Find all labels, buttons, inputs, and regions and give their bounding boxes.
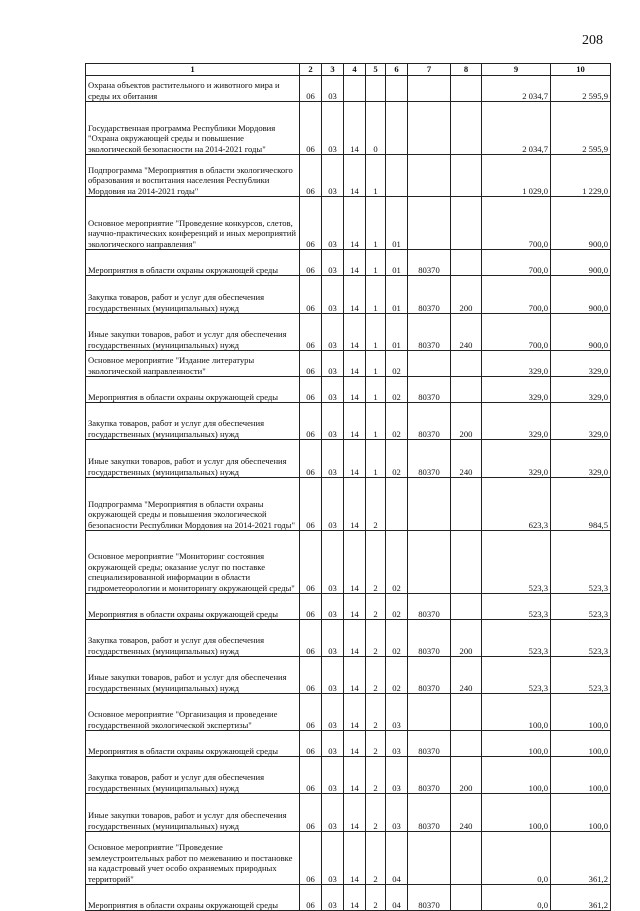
direction-code-cell: 80370	[408, 403, 451, 440]
subprogram-code-cell: 2	[366, 657, 386, 694]
row-name-cell: Закупка товаров, работ и услуг для обеспечения государственных (муниципальных) нужд	[86, 757, 300, 794]
subprogram-code-cell	[366, 76, 386, 102]
amount-2020-cell: 700,0	[482, 314, 551, 351]
subprogram-code-cell: 2	[366, 757, 386, 794]
section-code-cell: 06	[300, 197, 322, 250]
subsection-code-cell: 03	[322, 478, 344, 531]
expense-type-cell	[451, 731, 482, 757]
amount-2020-cell: 523,3	[482, 620, 551, 657]
expense-type-cell: 240	[451, 314, 482, 351]
column-header: 9	[482, 64, 551, 76]
direction-code-cell: 80370	[408, 731, 451, 757]
column-header: 6	[386, 64, 408, 76]
table-row	[86, 757, 611, 794]
amount-2021-cell: 100,0	[551, 757, 611, 794]
direction-code-cell: 80370	[408, 885, 451, 911]
section-code-cell: 06	[300, 757, 322, 794]
expense-type-cell: 200	[451, 403, 482, 440]
row-name-cell: Мероприятия в области охраны окружающей среды	[86, 731, 300, 757]
table-row	[86, 694, 611, 731]
direction-code-cell	[408, 531, 451, 594]
activity-code-cell: 02	[386, 531, 408, 594]
subsection-code-cell: 03	[322, 155, 344, 197]
amount-2021-cell: 1 229,0	[551, 155, 611, 197]
program-code-cell: 14	[344, 757, 366, 794]
subsection-code-cell: 03	[322, 351, 344, 377]
amount-2021-cell: 329,0	[551, 403, 611, 440]
row-name-cell: Подпрограмма "Мероприятия в области охраны окружающей среды и повышения экологической безопасности Республики Мордовия на 2014-2021 годы"	[86, 478, 300, 531]
activity-code-cell: 01	[386, 314, 408, 351]
amount-2021-cell: 900,0	[551, 276, 611, 314]
amount-2020-cell: 523,3	[482, 531, 551, 594]
amount-2021-cell: 2 595,9	[551, 76, 611, 102]
column-header: 7	[408, 64, 451, 76]
activity-code-cell	[386, 155, 408, 197]
expense-type-cell	[451, 594, 482, 620]
subprogram-code-cell: 2	[366, 731, 386, 757]
direction-code-cell: 80370	[408, 757, 451, 794]
direction-code-cell	[408, 351, 451, 377]
subprogram-code-cell: 2	[366, 594, 386, 620]
amount-2020-cell: 700,0	[482, 197, 551, 250]
program-code-cell: 14	[344, 440, 366, 478]
expense-type-cell	[451, 694, 482, 731]
budget-table	[85, 63, 611, 911]
direction-code-cell: 80370	[408, 250, 451, 276]
subsection-code-cell: 03	[322, 794, 344, 832]
column-header: 5	[366, 64, 386, 76]
program-code-cell: 14	[344, 197, 366, 250]
section-code-cell: 06	[300, 620, 322, 657]
section-code-cell: 06	[300, 885, 322, 911]
table-row	[86, 657, 611, 694]
section-code-cell: 06	[300, 440, 322, 478]
section-code-cell: 06	[300, 276, 322, 314]
activity-code-cell	[386, 102, 408, 155]
subsection-code-cell: 03	[322, 377, 344, 403]
activity-code-cell: 02	[386, 377, 408, 403]
direction-code-cell: 80370	[408, 594, 451, 620]
subprogram-code-cell: 2	[366, 478, 386, 531]
program-code-cell: 14	[344, 832, 366, 885]
program-code-cell: 14	[344, 102, 366, 155]
amount-2021-cell: 329,0	[551, 351, 611, 377]
table-row	[86, 531, 611, 594]
subsection-code-cell: 03	[322, 594, 344, 620]
subsection-code-cell: 03	[322, 657, 344, 694]
table-row	[86, 403, 611, 440]
row-name-cell: Закупка товаров, работ и услуг для обеспечения государственных (муниципальных) нужд	[86, 403, 300, 440]
subprogram-code-cell: 1	[366, 377, 386, 403]
table-row	[86, 76, 611, 102]
amount-2021-cell: 900,0	[551, 250, 611, 276]
table-row	[86, 276, 611, 314]
section-code-cell: 06	[300, 657, 322, 694]
amount-2021-cell: 100,0	[551, 694, 611, 731]
amount-2020-cell: 2 034,7	[482, 102, 551, 155]
expense-type-cell: 240	[451, 440, 482, 478]
activity-code-cell: 03	[386, 731, 408, 757]
program-code-cell: 14	[344, 620, 366, 657]
table-row	[86, 731, 611, 757]
subprogram-code-cell: 1	[366, 314, 386, 351]
direction-code-cell: 80370	[408, 314, 451, 351]
program-code-cell: 14	[344, 531, 366, 594]
activity-code-cell	[386, 76, 408, 102]
table-row	[86, 440, 611, 478]
subsection-code-cell: 03	[322, 731, 344, 757]
program-code-cell: 14	[344, 478, 366, 531]
subprogram-code-cell: 2	[366, 620, 386, 657]
direction-code-cell: 80370	[408, 794, 451, 832]
subsection-code-cell: 03	[322, 440, 344, 478]
expense-type-cell	[451, 832, 482, 885]
program-code-cell: 14	[344, 885, 366, 911]
table-row	[86, 102, 611, 155]
amount-2020-cell: 329,0	[482, 403, 551, 440]
amount-2020-cell: 0,0	[482, 885, 551, 911]
direction-code-cell	[408, 197, 451, 250]
subprogram-code-cell: 1	[366, 197, 386, 250]
activity-code-cell: 02	[386, 403, 408, 440]
direction-code-cell	[408, 102, 451, 155]
subprogram-code-cell: 1	[366, 155, 386, 197]
subsection-code-cell: 03	[322, 197, 344, 250]
activity-code-cell: 02	[386, 594, 408, 620]
section-code-cell: 06	[300, 351, 322, 377]
activity-code-cell: 04	[386, 885, 408, 911]
subsection-code-cell: 03	[322, 531, 344, 594]
activity-code-cell: 01	[386, 250, 408, 276]
amount-2021-cell: 329,0	[551, 377, 611, 403]
row-name-cell: Мероприятия в области охраны окружающей среды	[86, 885, 300, 911]
section-code-cell: 06	[300, 478, 322, 531]
amount-2021-cell: 523,3	[551, 594, 611, 620]
section-code-cell: 06	[300, 531, 322, 594]
subprogram-code-cell: 2	[366, 531, 386, 594]
table-row	[86, 885, 611, 911]
expense-type-cell: 240	[451, 657, 482, 694]
direction-code-cell: 80370	[408, 377, 451, 403]
row-name-cell: Основное мероприятие "Организация и проведение государственной экологической экспертизы"	[86, 694, 300, 731]
subsection-code-cell: 03	[322, 885, 344, 911]
section-code-cell: 06	[300, 76, 322, 102]
amount-2020-cell: 100,0	[482, 757, 551, 794]
subprogram-code-cell: 1	[366, 440, 386, 478]
row-name-cell: Иные закупки товаров, работ и услуг для обеспечения государственных (муниципальных) нужд	[86, 440, 300, 478]
table-row	[86, 594, 611, 620]
program-code-cell: 14	[344, 794, 366, 832]
section-code-cell: 06	[300, 155, 322, 197]
activity-code-cell: 02	[386, 351, 408, 377]
amount-2020-cell: 100,0	[482, 794, 551, 832]
section-code-cell: 06	[300, 377, 322, 403]
row-name-cell: Иные закупки товаров, работ и услуг для обеспечения государственных (муниципальных) нужд	[86, 794, 300, 832]
expense-type-cell	[451, 197, 482, 250]
subsection-code-cell: 03	[322, 620, 344, 657]
column-header: 3	[322, 64, 344, 76]
direction-code-cell	[408, 478, 451, 531]
activity-code-cell: 02	[386, 440, 408, 478]
subsection-code-cell: 03	[322, 403, 344, 440]
direction-code-cell: 80370	[408, 276, 451, 314]
column-header: 10	[551, 64, 611, 76]
direction-code-cell: 80370	[408, 657, 451, 694]
expense-type-cell	[451, 76, 482, 102]
activity-code-cell: 02	[386, 657, 408, 694]
column-header: 1	[86, 64, 300, 76]
table-row	[86, 314, 611, 351]
row-name-cell: Мероприятия в области охраны окружающей среды	[86, 250, 300, 276]
subprogram-code-cell: 2	[366, 694, 386, 731]
activity-code-cell: 03	[386, 757, 408, 794]
section-code-cell: 06	[300, 694, 322, 731]
direction-code-cell	[408, 155, 451, 197]
column-header: 2	[300, 64, 322, 76]
table-row	[86, 620, 611, 657]
amount-2021-cell: 100,0	[551, 794, 611, 832]
row-name-cell: Подпрограмма "Мероприятия в области экологического образования и воспитания населения Республики Мордовия на 2014-2021 годы"	[86, 155, 300, 197]
section-code-cell: 06	[300, 731, 322, 757]
column-header: 4	[344, 64, 366, 76]
subsection-code-cell: 03	[322, 757, 344, 794]
program-code-cell: 14	[344, 276, 366, 314]
program-code-cell: 14	[344, 155, 366, 197]
direction-code-cell: 80370	[408, 620, 451, 657]
subsection-code-cell: 03	[322, 314, 344, 351]
amount-2020-cell: 623,3	[482, 478, 551, 531]
activity-code-cell: 01	[386, 197, 408, 250]
amount-2021-cell: 984,5	[551, 478, 611, 531]
amount-2020-cell: 100,0	[482, 694, 551, 731]
row-name-cell: Закупка товаров, работ и услуг для обеспечения государственных (муниципальных) нужд	[86, 276, 300, 314]
subprogram-code-cell: 1	[366, 276, 386, 314]
direction-code-cell	[408, 832, 451, 885]
expense-type-cell	[451, 351, 482, 377]
amount-2021-cell: 361,2	[551, 885, 611, 911]
subprogram-code-cell: 2	[366, 832, 386, 885]
amount-2020-cell: 700,0	[482, 276, 551, 314]
section-code-cell: 06	[300, 102, 322, 155]
direction-code-cell: 80370	[408, 440, 451, 478]
subsection-code-cell: 03	[322, 276, 344, 314]
row-name-cell: Основное мероприятие "Издание литературы экологической направленности"	[86, 351, 300, 377]
section-code-cell: 06	[300, 403, 322, 440]
amount-2020-cell: 329,0	[482, 377, 551, 403]
subprogram-code-cell: 1	[366, 403, 386, 440]
table-row	[86, 155, 611, 197]
amount-2021-cell: 523,3	[551, 531, 611, 594]
row-name-cell: Охрана объектов растительного и животного мира и среды их обитания	[86, 76, 300, 102]
expense-type-cell	[451, 250, 482, 276]
table-row	[86, 794, 611, 832]
row-name-cell: Мероприятия в области охраны окружающей среды	[86, 377, 300, 403]
amount-2021-cell: 361,2	[551, 832, 611, 885]
program-code-cell	[344, 76, 366, 102]
amount-2021-cell: 523,3	[551, 620, 611, 657]
program-code-cell: 14	[344, 250, 366, 276]
program-code-cell: 14	[344, 594, 366, 620]
expense-type-cell: 200	[451, 757, 482, 794]
activity-code-cell: 03	[386, 694, 408, 731]
program-code-cell: 14	[344, 377, 366, 403]
subsection-code-cell: 03	[322, 250, 344, 276]
subprogram-code-cell: 2	[366, 794, 386, 832]
section-code-cell: 06	[300, 832, 322, 885]
row-name-cell: Иные закупки товаров, работ и услуг для обеспечения государственных (муниципальных) нужд	[86, 657, 300, 694]
program-code-cell: 14	[344, 351, 366, 377]
subsection-code-cell: 03	[322, 694, 344, 731]
expense-type-cell	[451, 531, 482, 594]
expense-type-cell: 200	[451, 620, 482, 657]
page-number: 208	[582, 33, 603, 48]
amount-2021-cell: 900,0	[551, 197, 611, 250]
amount-2021-cell: 523,3	[551, 657, 611, 694]
amount-2020-cell: 0,0	[482, 832, 551, 885]
amount-2020-cell: 329,0	[482, 351, 551, 377]
table-row	[86, 351, 611, 377]
expense-type-cell	[451, 102, 482, 155]
activity-code-cell: 03	[386, 794, 408, 832]
expense-type-cell: 240	[451, 794, 482, 832]
row-name-cell: Основное мероприятие "Проведение конкурсов, слетов, научно-практических конференций и иных мероприятий экологического направления"	[86, 197, 300, 250]
amount-2020-cell: 100,0	[482, 731, 551, 757]
table-row	[86, 478, 611, 531]
program-code-cell: 14	[344, 657, 366, 694]
amount-2021-cell: 2 595,9	[551, 102, 611, 155]
subsection-code-cell: 03	[322, 102, 344, 155]
section-code-cell: 06	[300, 314, 322, 351]
column-header: 8	[451, 64, 482, 76]
program-code-cell: 14	[344, 403, 366, 440]
subprogram-code-cell: 2	[366, 885, 386, 911]
amount-2020-cell: 1 029,0	[482, 155, 551, 197]
row-name-cell: Мероприятия в области охраны окружающей среды	[86, 594, 300, 620]
table-row	[86, 832, 611, 885]
expense-type-cell	[451, 155, 482, 197]
subsection-code-cell: 03	[322, 832, 344, 885]
program-code-cell: 14	[344, 731, 366, 757]
direction-code-cell	[408, 76, 451, 102]
amount-2020-cell: 700,0	[482, 250, 551, 276]
program-code-cell: 14	[344, 694, 366, 731]
section-code-cell: 06	[300, 250, 322, 276]
section-code-cell: 06	[300, 794, 322, 832]
row-name-cell: Закупка товаров, работ и услуг для обеспечения государственных (муниципальных) нужд	[86, 620, 300, 657]
row-name-cell: Иные закупки товаров, работ и услуг для обеспечения государственных (муниципальных) нужд	[86, 314, 300, 351]
expense-type-cell	[451, 377, 482, 403]
direction-code-cell	[408, 694, 451, 731]
table-header-row	[86, 64, 611, 76]
row-name-cell: Основное мероприятие "Проведение землеустроительных работ по межеванию и постановке на кадастровый учет особо охраняемых природных территорий"	[86, 832, 300, 885]
activity-code-cell: 04	[386, 832, 408, 885]
row-name-cell: Основное мероприятие "Мониторинг состояния окружающей среды; оказание услуг по поставке специализированной информации в области гидрометеорологии и мониторингу окружающей среды"	[86, 531, 300, 594]
activity-code-cell	[386, 478, 408, 531]
amount-2020-cell: 523,3	[482, 657, 551, 694]
amount-2020-cell: 523,3	[482, 594, 551, 620]
program-code-cell: 14	[344, 314, 366, 351]
subprogram-code-cell: 1	[366, 351, 386, 377]
amount-2020-cell: 2 034,7	[482, 76, 551, 102]
amount-2021-cell: 100,0	[551, 731, 611, 757]
amount-2020-cell: 329,0	[482, 440, 551, 478]
subsection-code-cell: 03	[322, 76, 344, 102]
expense-type-cell	[451, 885, 482, 911]
table-row	[86, 250, 611, 276]
amount-2021-cell: 900,0	[551, 314, 611, 351]
table-row	[86, 377, 611, 403]
subprogram-code-cell: 1	[366, 250, 386, 276]
table-row	[86, 197, 611, 250]
expense-type-cell	[451, 478, 482, 531]
section-code-cell: 06	[300, 594, 322, 620]
subprogram-code-cell: 0	[366, 102, 386, 155]
activity-code-cell: 01	[386, 276, 408, 314]
amount-2021-cell: 329,0	[551, 440, 611, 478]
row-name-cell: Государственная программа Республики Мордовия "Охрана окружающей среды и повышение экологической безопасности на 2014-2021 годы"	[86, 102, 300, 155]
expense-type-cell: 200	[451, 276, 482, 314]
activity-code-cell: 02	[386, 620, 408, 657]
